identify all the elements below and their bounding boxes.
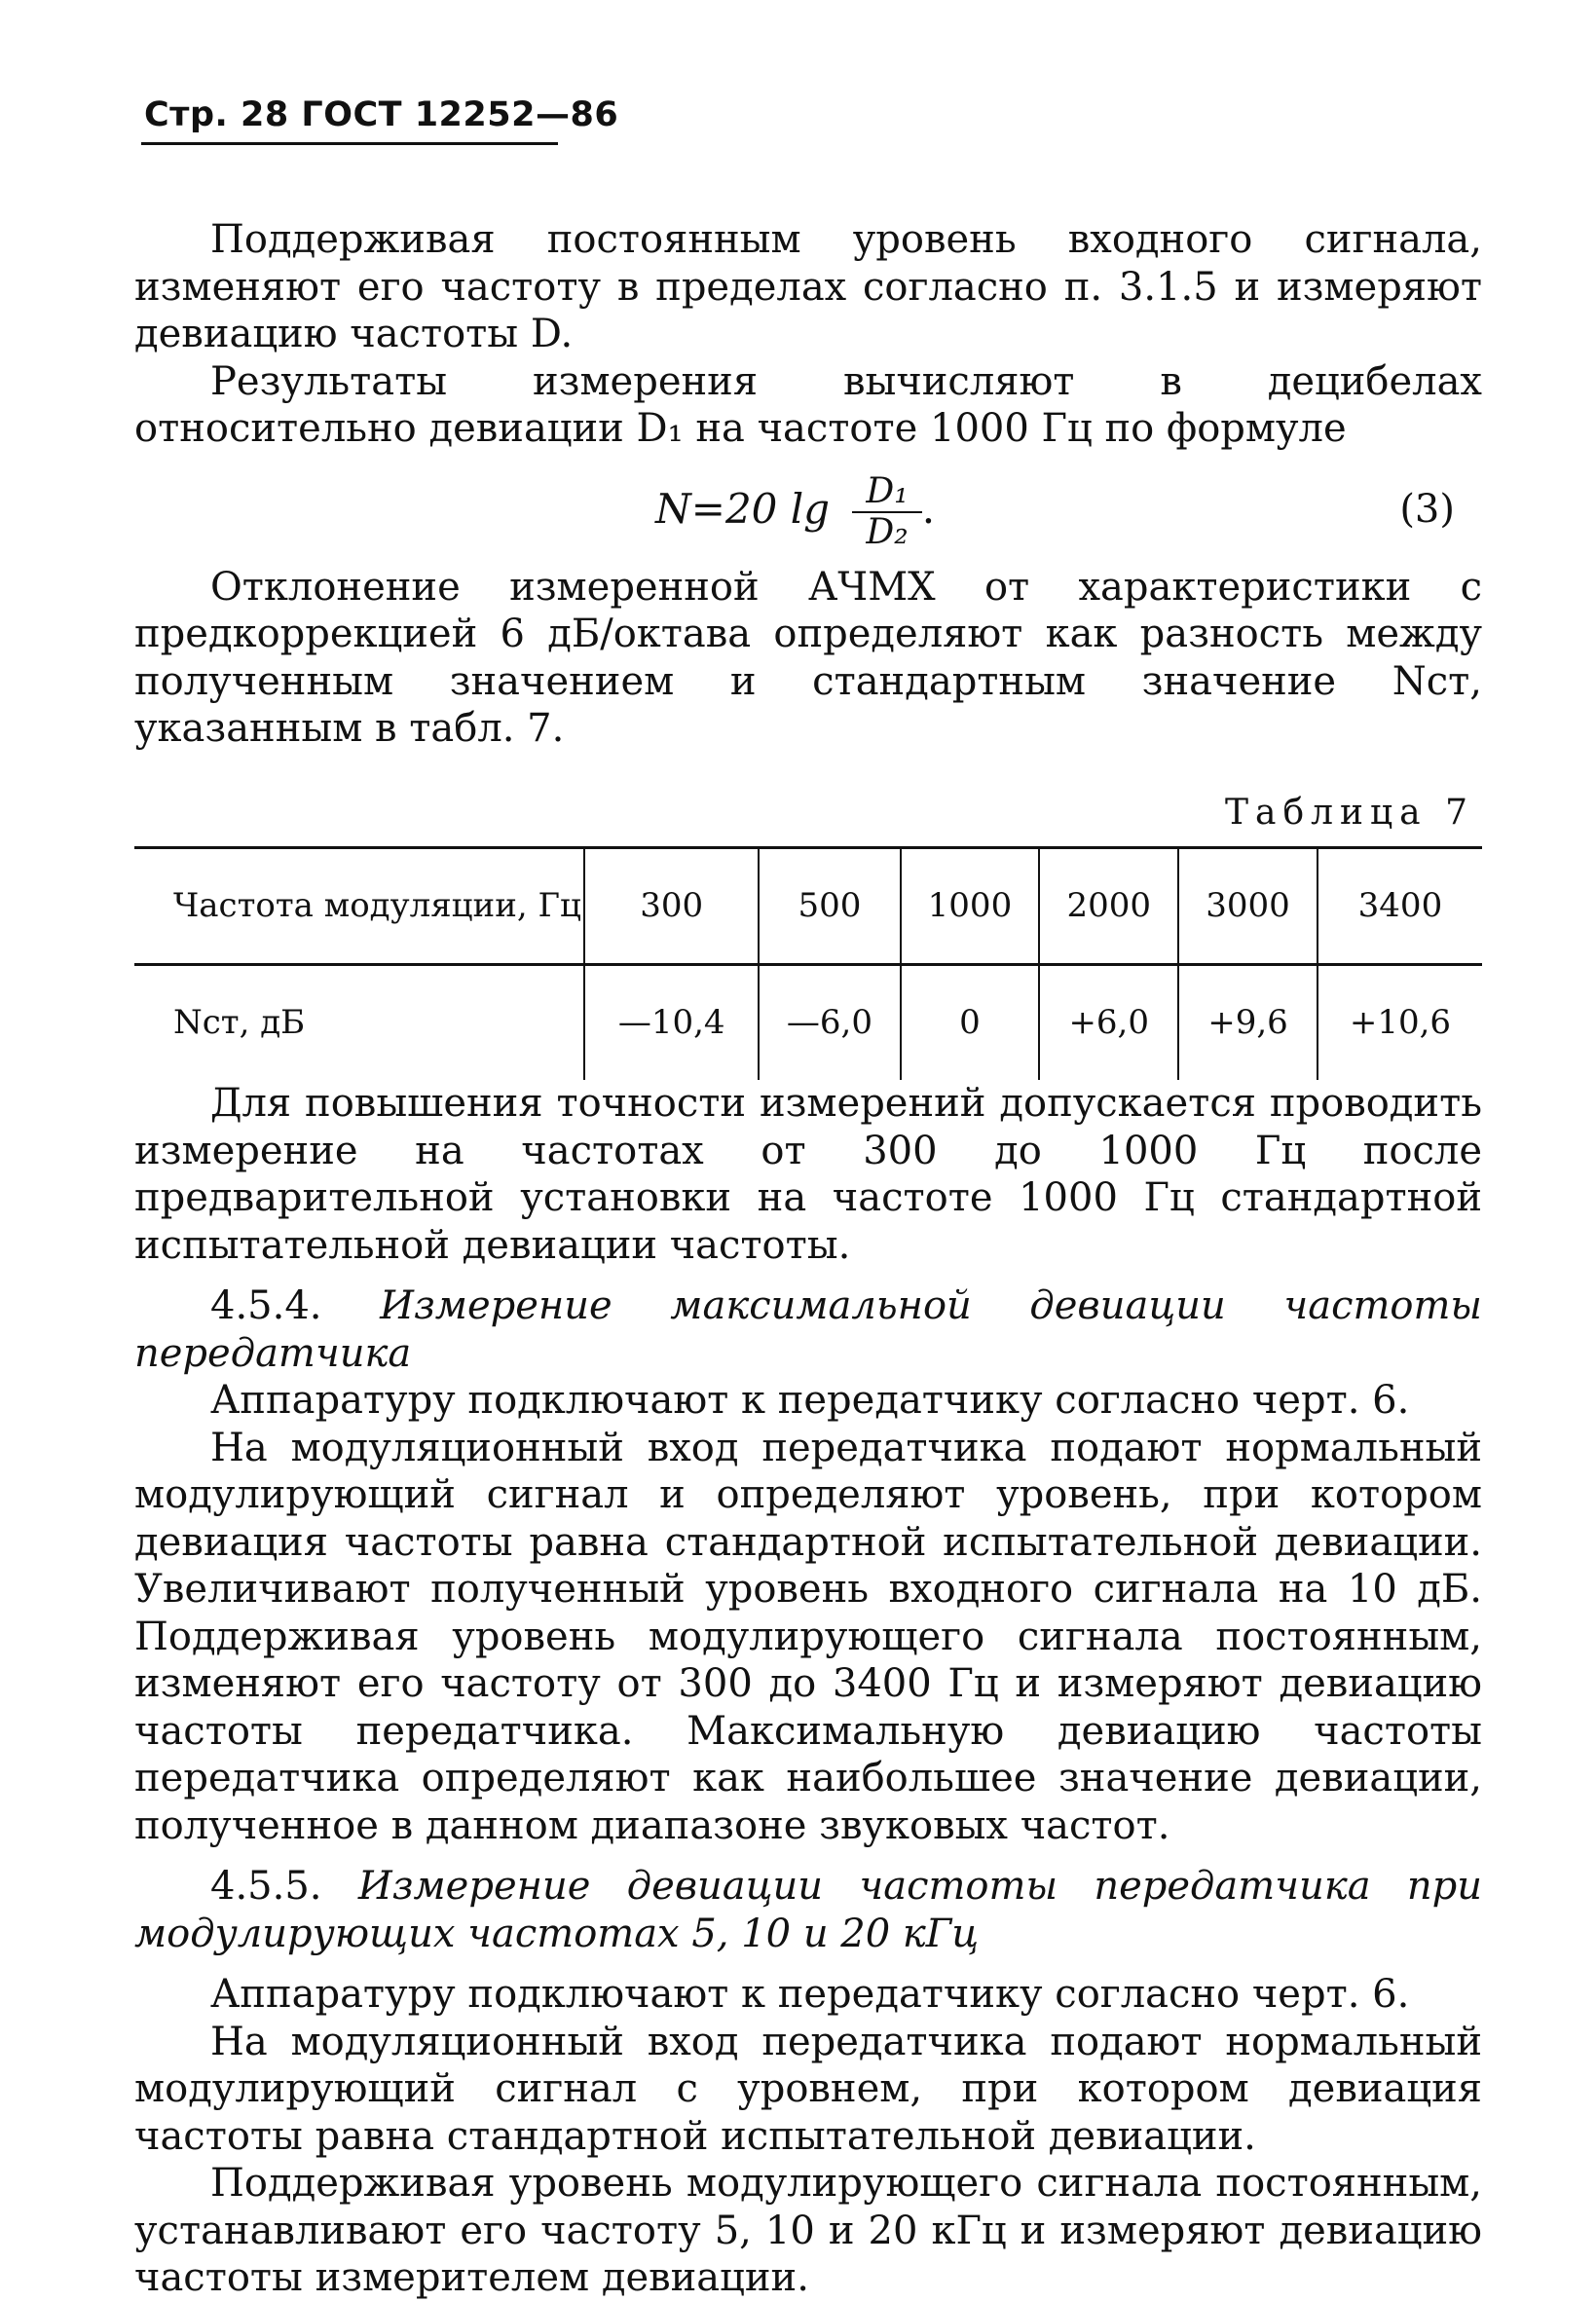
section-heading-4-5-5 bbox=[134, 1863, 1482, 1957]
paragraph: Поддерживая уровень модулирующего сигнала постоянным, устанавливают его частоту 5, 10 и 20 кГц и измеряют девиацию частоты измерителем девиации. bbox=[134, 2161, 1482, 2300]
paragraph: Для повышения точности измерений допускается проводить измерение на частотах от 300 до 1000 Гц после предварительной установки на частоте 1000 Гц стандартной испытательной девиации частоты. bbox=[134, 1081, 1482, 1268]
table-7 bbox=[134, 846, 1482, 1080]
table-row-label: Частота модуляции, Гц bbox=[134, 848, 584, 965]
table-cell: 300 bbox=[584, 848, 759, 965]
formula-fraction bbox=[852, 472, 921, 552]
equation-number: (3) bbox=[1399, 486, 1455, 532]
formula-lhs: N=20 lg bbox=[655, 484, 831, 533]
table-cell: +9,6 bbox=[1178, 965, 1318, 1081]
table-cell: +6,0 bbox=[1039, 965, 1178, 1081]
table-row bbox=[134, 965, 1482, 1081]
formula-3 bbox=[134, 459, 1482, 556]
section-heading-4-5-4 bbox=[134, 1282, 1482, 1377]
section-number: 4.5.4. bbox=[210, 1283, 322, 1328]
paragraph: На модуляционный вход передатчика подают нормальный модулирующий сигнал и определяют уровень, при котором девиация частоты равна стандартной испытательной девиации. Увеличивают полученный уровень входного сигнала на 10 дБ. Поддерживая уровень модулирующего сигнала постоянным, изменяют его частоту от 300 до 3400 Гц и измеряют девиацию частоты передатчика. Максимальную девиацию частоты передатчика определяют как наибольшее значение девиации, полученное в данном диапазоне звуковых частот. bbox=[134, 1425, 1482, 1848]
paragraph: На модуляционный вход передатчика подают нормальный модулирующий сигнал с уровнем, при котором девиация частоты равна стандартной испытательной девиации. bbox=[134, 2019, 1482, 2159]
table-cell: 0 bbox=[901, 965, 1040, 1081]
table-cell: 500 bbox=[759, 848, 900, 965]
paragraph: Аппаратуру подключают к передатчику согласно черт. 6. bbox=[210, 1972, 1410, 2017]
paragraph: Поддерживая постоянным уровень входного сигнала, изменяют его частоту в пределах согласно п. 3.1.5 и измеряют девиацию частоты D. bbox=[134, 217, 1482, 356]
table-cell: 1000 bbox=[901, 848, 1040, 965]
table-row-label: Nст, дБ bbox=[173, 1003, 306, 1043]
section-title: Измерение максимальной девиации частоты передатчика bbox=[134, 1283, 1483, 1376]
table-cell: 2000 bbox=[1039, 848, 1178, 965]
table-cell: —6,0 bbox=[759, 965, 900, 1081]
section-number: 4.5.5. bbox=[210, 1864, 322, 1909]
paragraph: Результаты измерения вычисляют в децибелах относительно девиации D₁ на частоте 1000 Гц по формуле bbox=[134, 358, 1482, 451]
formula-expression bbox=[655, 472, 935, 552]
table-cell: +10,6 bbox=[1318, 965, 1482, 1081]
formula-tail: . bbox=[921, 484, 936, 533]
table-cell: 3000 bbox=[1178, 848, 1318, 965]
table-row bbox=[134, 848, 1482, 965]
paragraph: Аппаратуру подключают к передатчику согласно черт. 6. bbox=[210, 1378, 1410, 1423]
section-title: Измерение девиации частоты передатчика при модулирующих частотах 5, 10 и 20 кГц bbox=[134, 1864, 1482, 1956]
paragraph: Отклонение измеренной АЧМХ от характеристики с предкоррекцией 6 дБ/октава определяют как разность между полученным значением и стандартным значение Nст, указанным в табл. 7. bbox=[134, 564, 1482, 751]
table-caption: Таблица 7 bbox=[1225, 792, 1474, 833]
formula-numerator: D₁ bbox=[852, 472, 921, 513]
document-body bbox=[134, 216, 1482, 2302]
table-cell: —10,4 bbox=[584, 965, 759, 1081]
table-cell: 3400 bbox=[1318, 848, 1482, 965]
page-header: Стр. 28 ГОСТ 12252—86 bbox=[144, 95, 619, 134]
formula-denominator: D₂ bbox=[866, 511, 909, 552]
header-rule bbox=[141, 142, 558, 145]
